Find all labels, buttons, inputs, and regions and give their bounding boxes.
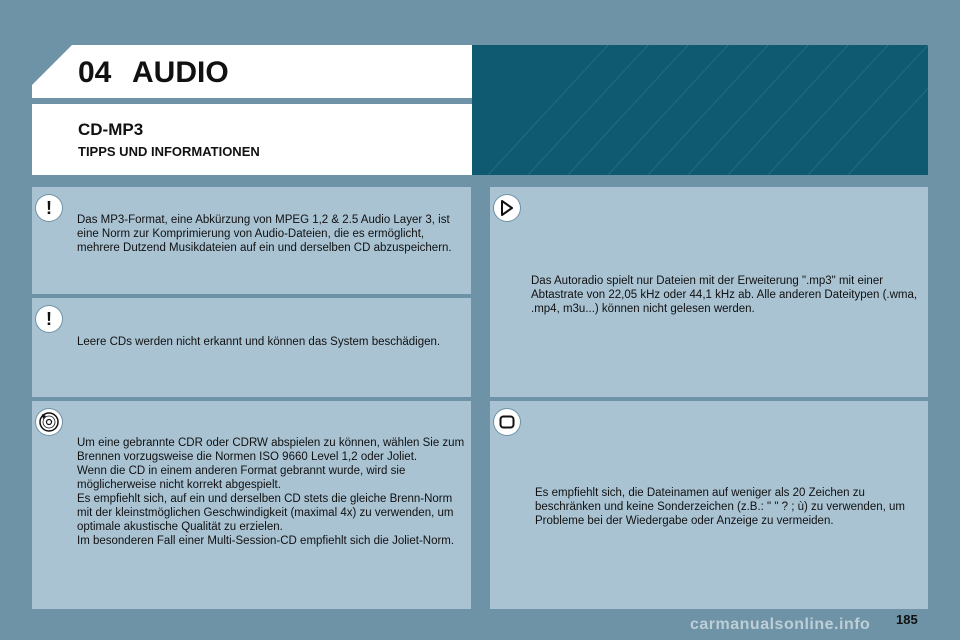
panel-text: Das MP3-Format, eine Abkürzung von MPEG 1,2 & 2.5 Audio Layer 3, ist eine Norm zur Komprimierung von Audio-Dateien, die es ermöglicht, mehrere Dutzend Musikdateien auf ein und derselben CD abzuspeichern. — [77, 214, 452, 254]
panel-text: Um eine gebrannte CDR oder CDRW abspielen zu können, wählen Sie zum Brennen vorzugsweise die Normen ISO 9660 Level 1,2 oder Joliet. Wenn die CD in einem anderen Format gebrannt wurde, wird sie möglicherweise nicht korrekt abgespielt. Es empfiehlt sich, auf ein und derselben CD stets die gleiche Brenn-Norm mit der kleinstmöglichen Geschwindigkeit (maximal 4x) zu verwenden, um optimale akustische Qualität zu erzielen. Im besonderen Fall einer Multi-Session-CD empfiehlt sich die Joliet-Norm. — [77, 437, 465, 547]
panel-text: Leere CDs werden nicht erkannt und können das System beschädigen. — [77, 336, 441, 348]
info-panel-file-types — [490, 187, 928, 397]
chapter-title: AUDIO — [132, 56, 229, 89]
info-panel-mp3-format — [32, 187, 471, 294]
rounded-square-icon — [494, 409, 520, 435]
header-pattern — [428, 45, 928, 175]
panel-text: Das Autoradio spielt nur Dateien mit der Erweiterung ".mp3" mit einer Abtastrate von 22,05 kHz oder 44,1 kHz ab. Alle anderen Dateitypen (.wma, .mp4, m3u...) können nicht gelesen werden. — [531, 275, 918, 315]
section-subtitle: TIPPS UND INFORMATIONEN — [78, 144, 260, 159]
panel-text: Es empfiehlt sich, die Dateinamen auf weniger als 20 Zeichen zu beschränken und keine Sonderzeichen (z.B.: " " ? ; ù) zu verwenden, um Probleme bei der Wiedergabe oder Anzeige zu vermeiden. — [535, 487, 905, 527]
cd-disc-icon — [36, 409, 62, 435]
watermark: carmanualsonline.info — [690, 616, 871, 633]
header-divider — [32, 98, 472, 104]
play-triangle-icon — [494, 195, 520, 221]
info-panel-empty-cds — [32, 298, 471, 397]
info-panel-filenames — [490, 401, 928, 609]
info-panel-burning — [32, 401, 471, 609]
exclamation-icon: ! — [36, 195, 62, 221]
page-number: 185 — [896, 612, 918, 627]
header-teal-block — [428, 45, 928, 175]
chapter-number: 04 — [78, 56, 112, 89]
exclamation-icon: ! — [36, 306, 62, 332]
section-title: CD-MP3 — [78, 120, 144, 139]
